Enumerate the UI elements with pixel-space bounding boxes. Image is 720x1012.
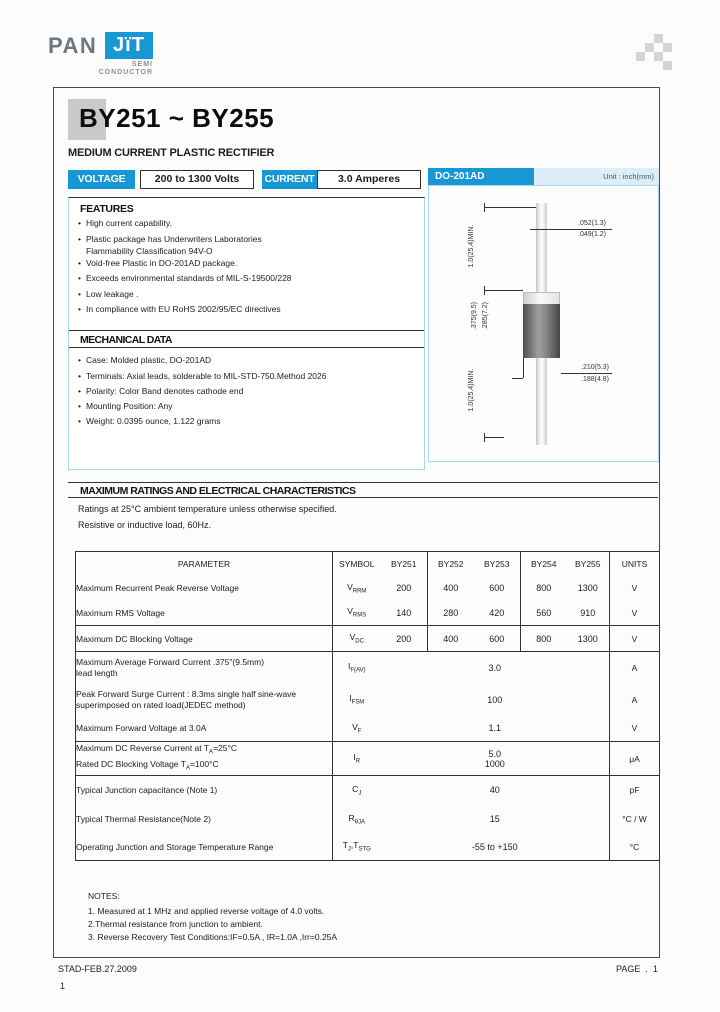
bullet-icon: • xyxy=(78,401,81,411)
unit-cell: μA xyxy=(610,742,660,776)
footer-page-label: PAGE . 1 xyxy=(616,964,658,974)
table-row xyxy=(76,626,660,652)
brand-logo-semi: SEMI xyxy=(131,61,153,68)
parameter-cell: Maximum Average Forward Current .375"(9.5mm) lead length xyxy=(76,656,265,678)
brand-logo-conductor: CONDUCTOR xyxy=(98,69,153,76)
table-row xyxy=(76,716,660,742)
header-by251: BY251 xyxy=(390,558,417,569)
voltage-value: 200 to 1300 Volts xyxy=(140,170,254,189)
dim-body-length-min: .285(7.2) xyxy=(482,301,489,331)
bullet-icon: • xyxy=(78,234,81,244)
footer-revision: STAD-FEB.27.2009 xyxy=(58,964,137,974)
dim-line xyxy=(512,378,523,379)
page-title: BY251 ~ BY255 xyxy=(79,103,275,133)
value-cell: 800 xyxy=(521,576,567,601)
value-cell: 40 xyxy=(489,785,500,796)
table-row xyxy=(76,776,660,805)
mechanical-item: • Polarity: Color Band denotes cathode end xyxy=(78,386,244,396)
dim-body-length-max: .375(9.5) xyxy=(471,301,478,331)
value-cell: 800 xyxy=(521,626,567,652)
parameter-cell: Operating Junction and Storage Temperature Range xyxy=(76,841,274,852)
symbol-cell: $C_J$ xyxy=(333,776,381,805)
note-item: 3. Reverse Recovery Test Conditions:IF=0.5A , IR=1.0A ,Irr=0.25A xyxy=(88,932,338,942)
value-cell: 1300 xyxy=(567,626,610,652)
feature-item: • In compliance with EU RoHS 2002/95/EC directives xyxy=(78,304,281,314)
table-row xyxy=(76,834,660,861)
unit-cell: A xyxy=(610,684,660,716)
symbol-cell: $V_{RMS}$ xyxy=(333,601,381,626)
value-cell: 1300 xyxy=(577,583,598,593)
header-by252: BY252 xyxy=(428,552,474,576)
mechanical-item: • Weight: 0.0395 ounce, 1.122 grams xyxy=(78,416,221,426)
table-header-row xyxy=(76,552,660,576)
rule xyxy=(68,497,658,498)
dim-lead-bottom: 1.0(25.4)MIN. xyxy=(468,368,475,412)
bullet-icon: • xyxy=(78,416,81,426)
parameter-cell: Typical Thermal Resistance(Note 2) xyxy=(76,814,211,824)
dim-body-dia-max: .210(5.3) xyxy=(581,364,610,371)
current-badge: CURRENT xyxy=(262,170,317,189)
package-unit-note: Unit : inch(mm) xyxy=(534,168,659,185)
table-row xyxy=(76,576,660,601)
table-row xyxy=(76,652,660,684)
value-cell: 5.0 1000 xyxy=(381,742,610,776)
unit-cell: pF xyxy=(610,776,660,805)
rule xyxy=(69,347,424,348)
dim-lead-dia-max: .052(1.3) xyxy=(578,220,607,227)
footer-page-number: 1 xyxy=(60,981,66,991)
symbol-cell: $V_{RRM}$ xyxy=(333,576,381,601)
value-cell: 400 xyxy=(428,626,474,652)
unit-cell: V xyxy=(610,576,660,601)
parameter-cell: Maximum DC Blocking Voltage xyxy=(76,626,333,652)
mechanical-item: • Mounting Position: Any xyxy=(78,401,173,411)
brand-logo-jit: JïT xyxy=(105,32,153,59)
header-symbol: SYMBOL xyxy=(333,552,381,576)
value-cell: 280 xyxy=(428,601,474,626)
unit-cell: °C xyxy=(610,834,660,861)
feature-item: Flammability Classification 94V-O xyxy=(86,246,213,256)
bullet-icon: • xyxy=(78,258,81,268)
parameter-cell: Typical Junction capacitance (Note 1) xyxy=(76,785,218,796)
value-cell: 15 xyxy=(489,814,500,824)
parameter-cell: Maximum Forward Voltage at 3.0A xyxy=(76,716,333,742)
value-cell: 600 xyxy=(489,583,505,593)
package-name-header: DO-201AD xyxy=(428,168,534,185)
value-cell: 200 xyxy=(381,626,428,652)
dim-body-dia-min: .188(4.8) xyxy=(581,376,610,383)
dim-lead-dia-min: .049(1.2) xyxy=(578,231,607,238)
value-cell: 600 xyxy=(474,626,521,652)
symbol-cell: $I_{F(AV)}$ xyxy=(333,652,381,684)
dim-line xyxy=(561,373,612,374)
ratings-condition-1: Ratings at 25°C ambient temperature unless otherwise specified. xyxy=(78,504,337,514)
dim-line xyxy=(484,207,536,208)
bullet-icon: • xyxy=(78,386,81,396)
unit-cell: V xyxy=(610,716,660,742)
dim-lead-top: 1.0(25.4)MIN. xyxy=(468,224,475,268)
table-row xyxy=(76,742,660,776)
symbol-cell: $R_{\theta JA}$ xyxy=(333,805,381,834)
parameter-cell: Maximum Recurrent Peak Reverse Voltage xyxy=(76,583,239,593)
value-cell: 140 xyxy=(381,601,428,626)
feature-item: • Plastic package has Underwriters Laboratories xyxy=(78,234,262,244)
dim-tick xyxy=(484,203,485,212)
part-description: MEDIUM CURRENT PLASTIC RECTIFIER xyxy=(68,147,275,159)
symbol-cell: $I_R$ xyxy=(333,742,381,776)
table-row xyxy=(76,684,660,716)
bullet-icon: • xyxy=(78,355,81,365)
dim-line xyxy=(530,229,612,230)
value-cell: 1.1 xyxy=(381,716,610,742)
pixel-squares-icon xyxy=(636,34,672,70)
header-by253: BY253 xyxy=(483,558,510,569)
table-row xyxy=(76,601,660,626)
note-item: 1. Measured at 1 MHz and applied reverse voltage of 4.0 volts. xyxy=(88,906,325,916)
value-cell: 420 xyxy=(474,601,521,626)
unit-cell: V xyxy=(610,601,660,626)
bullet-icon: • xyxy=(78,371,81,381)
ratings-heading: MAXIMUM RATINGS AND ELECTRICAL CHARACTERISTICS xyxy=(80,485,356,497)
header-units: UNITS xyxy=(610,552,660,576)
value-cell: 200 xyxy=(396,583,412,593)
bullet-icon: • xyxy=(78,218,81,228)
ratings-condition-2: Resistive or inductive load, 60Hz. xyxy=(78,520,212,530)
voltage-badge: VOLTAGE xyxy=(68,170,135,189)
current-value: 3.0 Amperes xyxy=(317,170,421,189)
bullet-icon: • xyxy=(78,304,81,314)
header-by255: BY255 xyxy=(574,558,601,569)
brand-logo-subtext xyxy=(48,61,153,77)
feature-item: • Exceeds environmental standards of MIL-S-19500/228 xyxy=(78,273,292,283)
mechanical-heading: MECHANICAL DATA xyxy=(80,334,172,346)
value-cell: 100 xyxy=(487,694,503,705)
table-row xyxy=(76,805,660,834)
rule xyxy=(69,330,424,331)
unit-cell: V xyxy=(610,626,660,652)
brand-logo-pan: PAN xyxy=(48,33,98,58)
rule xyxy=(68,482,658,483)
dim-line xyxy=(523,358,524,378)
ratings-table xyxy=(75,551,660,861)
bullet-icon: • xyxy=(78,273,81,283)
unit-cell: °C / W xyxy=(610,805,660,834)
parameter-cell: Peak Forward Surge Current : 8.3ms single half sine-wave superimposed on rated load(JEDEC method) xyxy=(76,688,297,710)
value-cell: 560 xyxy=(521,601,567,626)
symbol-cell: $T_J,T_{STG}$ xyxy=(333,834,381,861)
value-cell: 3.0 xyxy=(488,662,501,673)
bullet-icon: • xyxy=(78,289,81,299)
dim-line xyxy=(484,437,504,438)
feature-item: • High current capability. xyxy=(78,218,172,228)
symbol-cell: $I_{FSM}$ xyxy=(333,684,381,716)
dim-tick xyxy=(484,433,485,442)
unit-cell: A xyxy=(610,652,660,684)
symbol-cell: $V_{DC}$ xyxy=(333,626,381,652)
header-parameter: PARAMETER xyxy=(177,558,231,569)
diode-body xyxy=(523,304,560,358)
mechanical-item: • Case: Molded plastic, DO-201AD xyxy=(78,355,212,365)
value-cell: 910 xyxy=(567,601,610,626)
feature-item: • Low leakage . xyxy=(78,289,139,299)
parameter-cell: Maximum DC Reverse Current at $T_A=25^\circ C$ Rated DC Blocking Voltage $T_A=100^\circ C$ xyxy=(76,742,333,776)
parameter-cell: Maximum RMS Voltage xyxy=(76,601,333,626)
symbol-cell: $V_F$ xyxy=(333,716,381,742)
mechanical-item: • Terminals: Axial leads, solderable to MIL-STD-750.Method 2026 xyxy=(78,371,327,381)
feature-item: • Void-free Plastic in DO-201AD package. xyxy=(78,258,238,268)
header-by254: BY254 xyxy=(521,552,567,576)
features-heading: FEATURES xyxy=(80,203,134,215)
value-cell: 400 xyxy=(428,576,474,601)
diode-cathode-band xyxy=(523,292,560,304)
notes-heading: NOTES: xyxy=(88,891,120,901)
value-cell: -55 to +150 xyxy=(471,841,518,852)
note-item: 2.Thermal resistance from junction to ambient. xyxy=(88,919,263,929)
